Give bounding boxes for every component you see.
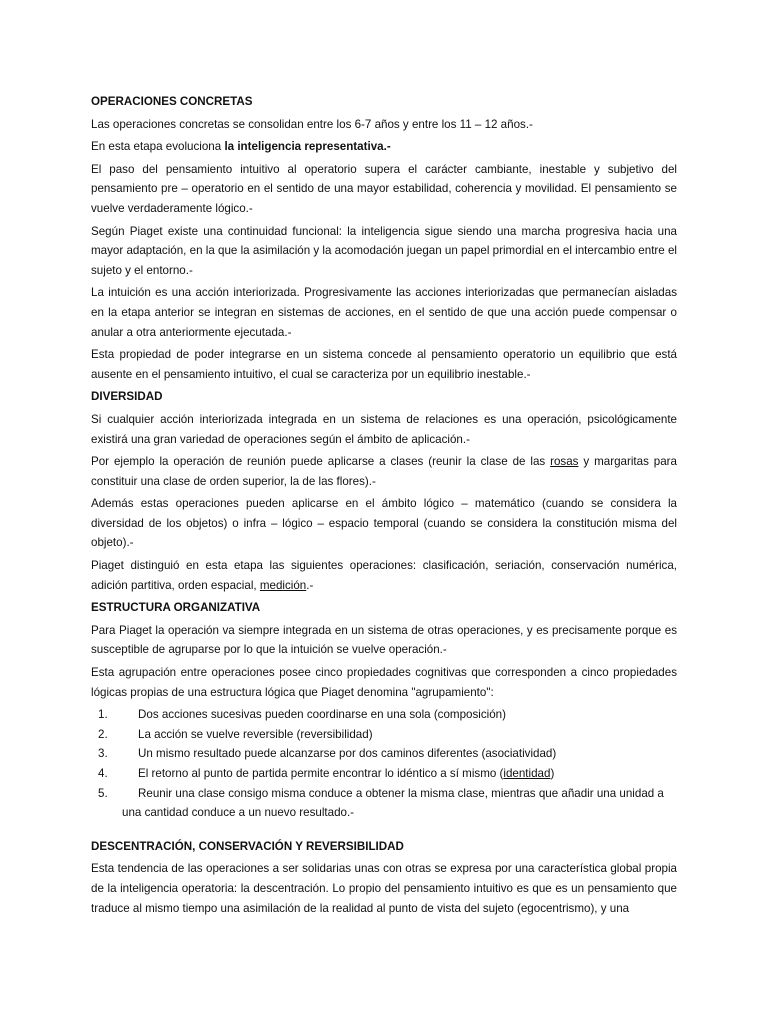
heading-descentracion: DESCENTRACIÓN, CONSERVACIÓN Y REVERSIBILIDAD: [91, 839, 404, 853]
link-identidad[interactable]: identidad: [503, 767, 551, 780]
paragraph-text: .-: [306, 578, 314, 592]
paragraph: Las operaciones concretas se consolidan entre los 6-7 años y entre los 11 – 12 años.-: [91, 117, 533, 131]
list-item-text: La acción se vuelve reversible (reversibilidad): [138, 727, 373, 741]
paragraph: Además estas operaciones pueden aplicarse en el ámbito lógico – matemático (cuando se considera la diversidad de los objetos) o infra – lógico – espacio temporal (cuando se considera la constitución misma del objeto).-: [91, 497, 677, 550]
paragraph: El paso del pensamiento intuitivo al operatorio supera el carácter cambiante, inestable y subjetivo del pensamiento pre – operatorio en el sentido de una mayor estabilidad, coherencia y movilidad. El pensamiento se vuelve verdaderamente lógico.-: [91, 162, 677, 215]
list-item-text: una cantidad conduce a un nuevo resultado.-: [122, 806, 355, 820]
paragraph: [91, 556, 677, 595]
spacer: [91, 826, 677, 837]
list-number: 2.: [98, 727, 108, 741]
list-item: [91, 725, 677, 745]
paragraph: Según Piaget existe una continuidad funcional: la inteligencia sigue siendo una marcha progresiva hacia una mayor adaptación, en la que la asimilación y la acomodación juegan un papel primordial en el intercambio entre el sujeto y el entorno.-: [91, 224, 677, 277]
paragraph-text: y margaritas para constituir una clase de orden superior, la de las flores).-: [91, 455, 677, 488]
list-item-text: ): [550, 767, 555, 780]
heading-operaciones-concretas: OPERACIONES CONCRETAS: [91, 95, 253, 108]
list-item: [91, 784, 677, 823]
list-number: 1.: [98, 708, 108, 722]
link-rosas[interactable]: rosas: [550, 455, 579, 469]
list-number: 5.: [98, 786, 108, 800]
link-medicion[interactable]: medición: [259, 578, 307, 592]
paragraph: Esta propiedad de poder integrarse en un sistema concede al pensamiento operatorio un equilibrio que está ausente en el pensamiento intuitivo, el cual se caracteriza por un equilibrio inestable.-: [91, 348, 677, 381]
paragraph: Si cualquier acción interiorizada integrada en un sistema de relaciones es una operación, psicológicamente existirá una gran variedad de operaciones según el ámbito de aplicación.-: [91, 412, 677, 446]
heading-estructura-organizativa: ESTRUCTURA ORGANIZATIVA: [91, 601, 261, 615]
paragraph: [91, 137, 677, 157]
paragraph: La intuición es una acción interiorizada. Progresivamente las acciones interiorizadas que permanecían aisladas en la etapa anterior se integran en sistemas de acciones, en el sentido de que una acción puede compensar o anular a otra anteriormente ejecutada.-: [91, 286, 677, 339]
list-number: 4.: [98, 767, 108, 780]
bold-text: la inteligencia representativa.-: [224, 140, 391, 154]
list-item-text: Reunir una clase consigo misma conduce a obtener la misma clase, mientras que añadir una unidad a: [138, 786, 664, 800]
heading-diversidad: DIVERSIDAD: [91, 390, 163, 404]
paragraph-text: En esta etapa evoluciona: [91, 140, 225, 154]
list-item-text: El retorno al punto de partida permite encontrar lo idéntico a sí mismo (: [138, 767, 504, 780]
paragraph-text: Piaget distinguió en esta etapa las siguientes operaciones: clasificación, seriación, conservación numérica, adición partitiva, orden espacial,: [91, 559, 677, 592]
list-item-text: Dos acciones sucesivas pueden coordinarse en una sola (composición): [138, 708, 506, 722]
properties-list: [91, 705, 677, 823]
list-number: 3.: [98, 747, 108, 761]
paragraph: Para Piaget la operación va siempre integrada en un sistema de otras operaciones, y es precisamente porque es susceptible de agruparse por lo que la intuición se vuelve operación.-: [91, 623, 677, 657]
list-item-text: Un mismo resultado puede alcanzarse por dos caminos diferentes (asociatividad): [138, 747, 557, 761]
list-item: [91, 705, 677, 725]
paragraph: [91, 452, 677, 491]
list-item: [91, 744, 677, 764]
paragraph: Esta agrupación entre operaciones posee cinco propiedades cognitivas que corresponden a cinco propiedades lógicas propias de una estructura lógica que Piaget denomina "agrupamiento":: [91, 666, 677, 699]
document-body: [91, 92, 677, 918]
list-item: [91, 764, 677, 784]
paragraph-text: Por ejemplo la operación de reunión puede aplicarse a clases (reunir la clase de las: [91, 455, 551, 469]
paragraph: Esta tendencia de las operaciones a ser solidarias unas con otras se expresa por una característica global propia de la inteligencia operatoria: la descentración. Lo propio del pensamiento intuitivo es que es un pensamiento que traduce al mismo tiempo una asimilación de la realidad al punto de vista del sujeto (egocentrismo), y una: [91, 862, 677, 915]
